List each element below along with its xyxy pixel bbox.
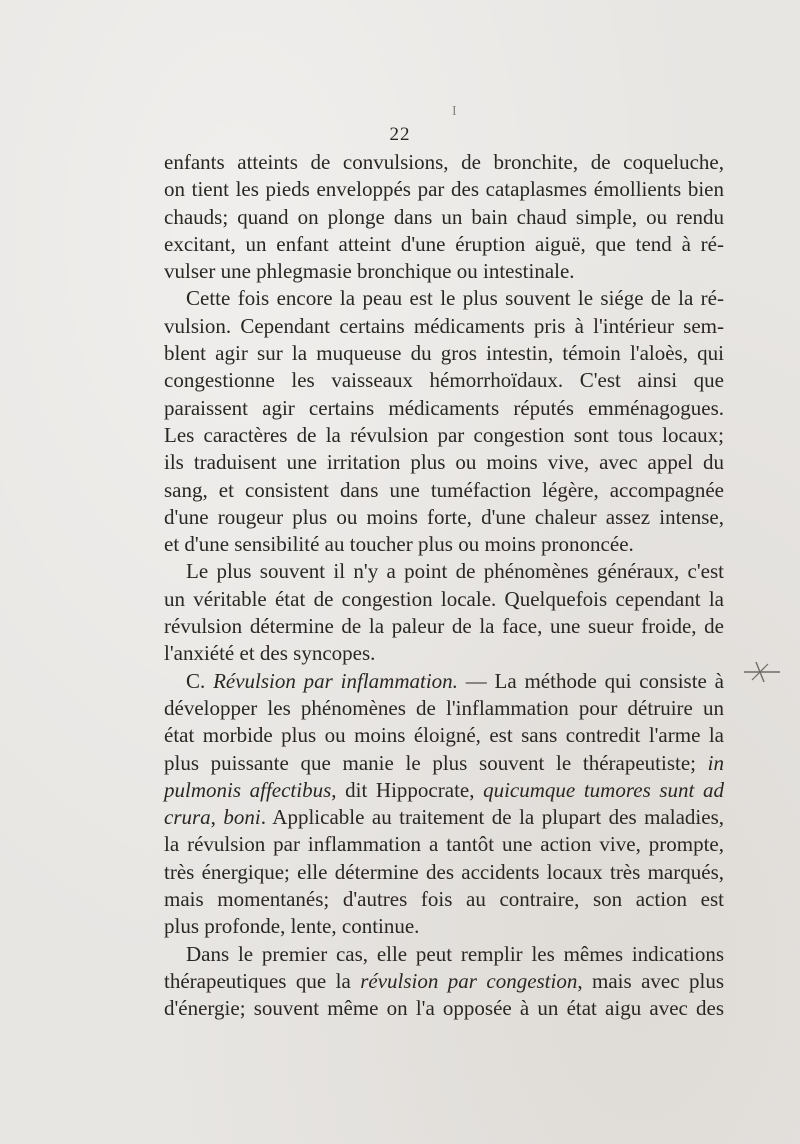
latin-quote: in [707,750,724,775]
text-line: ils traduisent une irritation plus ou moins vive, avec appel du [164,450,724,475]
text-segment: , dit Hippocrate, [331,777,484,802]
text-line: congestionne les vaisseaux hémorrhoïdaux. C'est ainsi que [164,368,724,393]
text-line: état morbide plus ou moins éloigné, est sans contredit l'arme la [164,723,724,748]
latin-quote: crura [164,805,211,830]
text-line: mais momentanés; d'autres fois au contraire, son action est [164,887,724,912]
top-mark: I [452,104,457,119]
latin-quote: boni [223,805,261,830]
text-line: sang, et consistent dans une tuméfaction légère, accompagnée [164,477,724,502]
text-line [164,968,724,995]
text-line: d'énergie; souvent même on l'a opposée à un état aigu avec des [164,996,724,1021]
text-line: vulsion. Cependant certains médicaments pris à l'intérieur sem- [164,313,724,338]
text-line: blent agir sur la muqueuse du gros intestin, témoin l'aloès, qui [164,341,724,366]
text-line: d'une rougeur plus ou moins forte, d'une chaleur assez intense, [164,504,724,529]
text-line: plus profonde, lente, continue. [164,914,420,939]
text-line: l'anxiété et des syncopes. [164,641,376,666]
text-line: excitant, un enfant atteint d'une éruption aiguë, que tend à ré- [164,231,724,256]
paragraph-start-line: Le plus souvent il n'y a point de phénomènes généraux, c'est [186,559,724,584]
text-line: on tient les pieds enveloppés par des cataplasmes émollients bien [164,177,724,202]
text-line: développer les phénomènes de l'inflammation pour détruire un [164,695,724,720]
text-segment: — La méthode qui consiste à [457,668,724,693]
section-title: Révulsion par inflammation. [213,668,458,693]
body-text [164,149,724,1023]
italic-term: révulsion par congestion [360,968,578,993]
page-number: 22 [389,124,411,145]
text-line: paraissent agir certains médicaments réputés emménagogues. [164,395,724,420]
text-segment: thérapeutiques que la [164,968,361,993]
paragraph-start-line: Cette fois encore la peau est le plus souvent le siége de la ré- [186,286,724,311]
text-line [164,804,724,831]
text-line: un véritable état de congestion locale. Quelquefois cependant la [164,586,724,611]
text-line: révulsion détermine de la paleur de la face, une sueur froide, de [164,614,724,639]
section-label: C. [186,668,214,693]
text-segment: plus puissante que manie le plus souvent le thérapeutiste; [164,750,708,775]
text-line: chauds; quand on plonge dans un bain chaud simple, ou rendu [164,204,724,229]
text-segment: , mais avec plus [577,968,725,993]
text-line: vulser une phlegmasie bronchique ou intestinale. [164,259,575,284]
latin-quote: quicumque tumores sunt ad [483,777,724,802]
text-line: la révulsion par inflammation a tantôt une action vive, prompte, [164,832,724,857]
cross-mark-icon [742,660,782,684]
text-line: Les caractères de la révulsion par congestion sont tous locaux; [164,422,724,447]
section-heading-line [164,668,724,695]
latin-quote: pulmonis affectibus [164,777,332,802]
text-line: enfants atteints de convulsions, de bronchite, de coqueluche, [164,150,724,174]
text-line: très énergique; elle détermine des accidents locaux très marqués, [164,859,724,884]
paragraph-start-line: Dans le premier cas, elle peut remplir les mêmes indications [186,941,724,966]
text-line: et d'une sensibilité au toucher plus ou moins prononcée. [164,532,634,557]
text-segment: . Applicable au traitement de la plupart des maladies, [260,805,724,830]
text-line [164,750,724,777]
text-line [164,777,724,804]
text-segment: , [210,805,224,830]
